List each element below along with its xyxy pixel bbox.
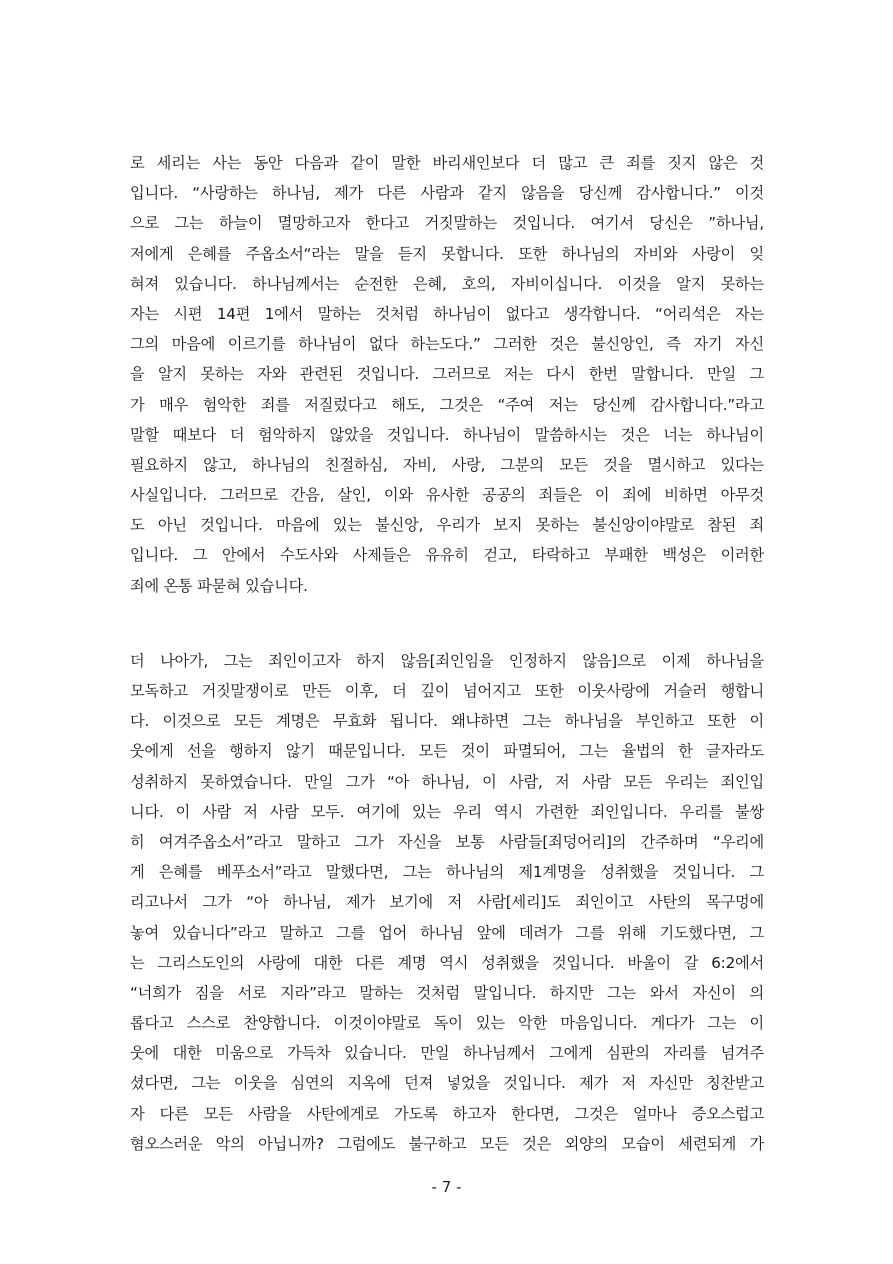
- text-line: 히 여겨주옵소서”라고 말하고 그가 자신을 보통 사람들[죄덩어리]의 간주하며 “우리에: [130, 832, 764, 851]
- text-line: 으로 그는 하늘이 멸망하고자 한다고 거짓말하는 것입니다. 여기서 당신은 ”하나님,: [130, 214, 764, 233]
- text-line: 웃에 대한 미움으로 가득차 있습니다. 만일 하나님께서 그에게 심판의 자리를 넘겨주: [130, 1044, 764, 1063]
- text-line: 게 은혜를 베푸소서”라고 말했다면, 그는 하나님의 제1계명을 성취했을 것입니다. 그: [130, 863, 764, 882]
- text-line: 로 세리는 사는 동안 다음과 같이 말한 바리새인보다 더 많고 큰 죄를 짓지 않은 것: [130, 154, 764, 172]
- body-text: [130, 148, 764, 1159]
- text-line: 성취하지 못하였습니다. 만일 그가 “아 하나님, 이 사람, 저 사람 모든 우리는 죄인입: [130, 772, 764, 791]
- text-line: 셨다면, 그는 이웃을 심연의 지옥에 던져 넣었을 것입니다. 제가 저 자신만 칭찬받고: [130, 1074, 764, 1093]
- text-line: 더 나아가, 그는 죄인이고자 하지 않음[죄인임을 인정하지 않음]으로 이제 하나님을: [130, 651, 764, 670]
- text-line: 자는 시편 14편 1에서 말하는 것처럼 하나님이 없다고 생각합니다. “어리석은 자는: [130, 304, 764, 323]
- text-line: 가 매우 험악한 죄를 저질렀다고 해도, 그것은 “주여 저는 당신께 감사합니다.”라고: [130, 395, 764, 414]
- text-line: 말할 때보다 더 험악하지 않았을 것입니다. 하나님이 말씀하시는 것은 너는 하나님이: [130, 425, 764, 444]
- text-line: 놓여 있습니다”라고 말하고 그를 업어 하나님 앞에 데려가 그를 위해 기도했다면, 그: [130, 923, 764, 942]
- text-line: 모독하고 거짓말쟁이로 만든 이후, 더 깊이 넘어지고 또한 이웃사랑에 거슬러 행합니: [130, 682, 764, 700]
- paragraph-gap: [130, 601, 764, 646]
- page-number: - 7 -: [431, 1178, 462, 1196]
- text-line: “너희가 짐을 서로 지라”라고 말하는 것처럼 말입니다. 하지만 그는 와서 자신이 의: [130, 983, 764, 1002]
- text-line: 웃에게 선을 행하지 않기 때문입니다. 모든 것이 파멸되어, 그는 율법의 한 글자라도: [130, 742, 764, 761]
- text-line: 죄에 온통 파묻혀 있습니다.: [130, 576, 308, 595]
- text-line: 혀져 있습니다. 하나님께서는 순전한 은혜, 호의, 자비이십니다. 이것을 알지 못하는: [130, 274, 764, 293]
- text-line: 니다. 이 사람 저 사람 모두. 여기에 있는 우리 역시 가련한 죄인입니다. 우리를 불쌍: [130, 802, 764, 821]
- text-line: 다. 이것으로 모든 계명은 무효화 됩니다. 왜냐하면 그는 하나님을 부인하고 또한 이: [130, 712, 764, 731]
- text-line: 입니다. 그 안에서 수도사와 사제들은 유유히 걷고, 타락하고 부패한 백성은 이러한: [130, 546, 764, 565]
- text-line: 을 알지 못하는 자와 관련된 것입니다. 그러므로 저는 다시 한번 말합니다. 만일 그: [130, 365, 764, 384]
- text-line: 도 아닌 것입니다. 마음에 있는 불신앙, 우리가 보지 못하는 불신앙이야말로 참된 죄: [130, 516, 764, 535]
- paragraph-2: [130, 646, 764, 1159]
- text-line: 사실입니다. 그러므로 간음, 살인, 이와 유사한 공공의 죄들은 이 죄에 비하면 아무것: [130, 486, 764, 505]
- text-line: 자 다른 모든 사람을 사탄에게로 가도록 하고자 한다면, 그것은 얼마나 증오스럽고: [130, 1104, 764, 1123]
- text-line: 롭다고 스스로 찬양합니다. 이것이야말로 독이 있는 악한 마음입니다. 게다가 그는 이: [130, 1014, 764, 1033]
- text-line: 저에게 은혜를 주옵소서“라는 말을 듣지 못합니다. 또한 하나님의 자비와 사랑이 잊: [130, 244, 764, 263]
- text-line: 혐오스러운 악의 아닙니까? 그럼에도 불구하고 모든 것은 외양의 모습이 세련되게 가: [130, 1134, 764, 1153]
- text-line: 입니다. “사랑하는 하나님, 제가 다른 사람과 같지 않음을 당신께 감사합니다.” 이것: [130, 184, 764, 203]
- paragraph-1: [130, 148, 764, 601]
- text-line: 리고나서 그가 “아 하나님, 제가 보기에 저 사람[세리]도 죄인이고 사탄의 목구멍에: [130, 893, 764, 912]
- text-line: 는 그리스도인의 사랑에 대한 다른 계명 역시 성취했을 것입니다. 바울이 갈 6:2에서: [130, 953, 764, 972]
- text-line: 필요하지 않고, 하나님의 친절하심, 자비, 사랑, 그분의 모든 것을 멸시하고 있다는: [130, 455, 764, 474]
- text-line: 그의 마음에 이르기를 하나님이 없다 하는도다.” 그러한 것은 불신앙인, 즉 자기 자신: [130, 335, 764, 354]
